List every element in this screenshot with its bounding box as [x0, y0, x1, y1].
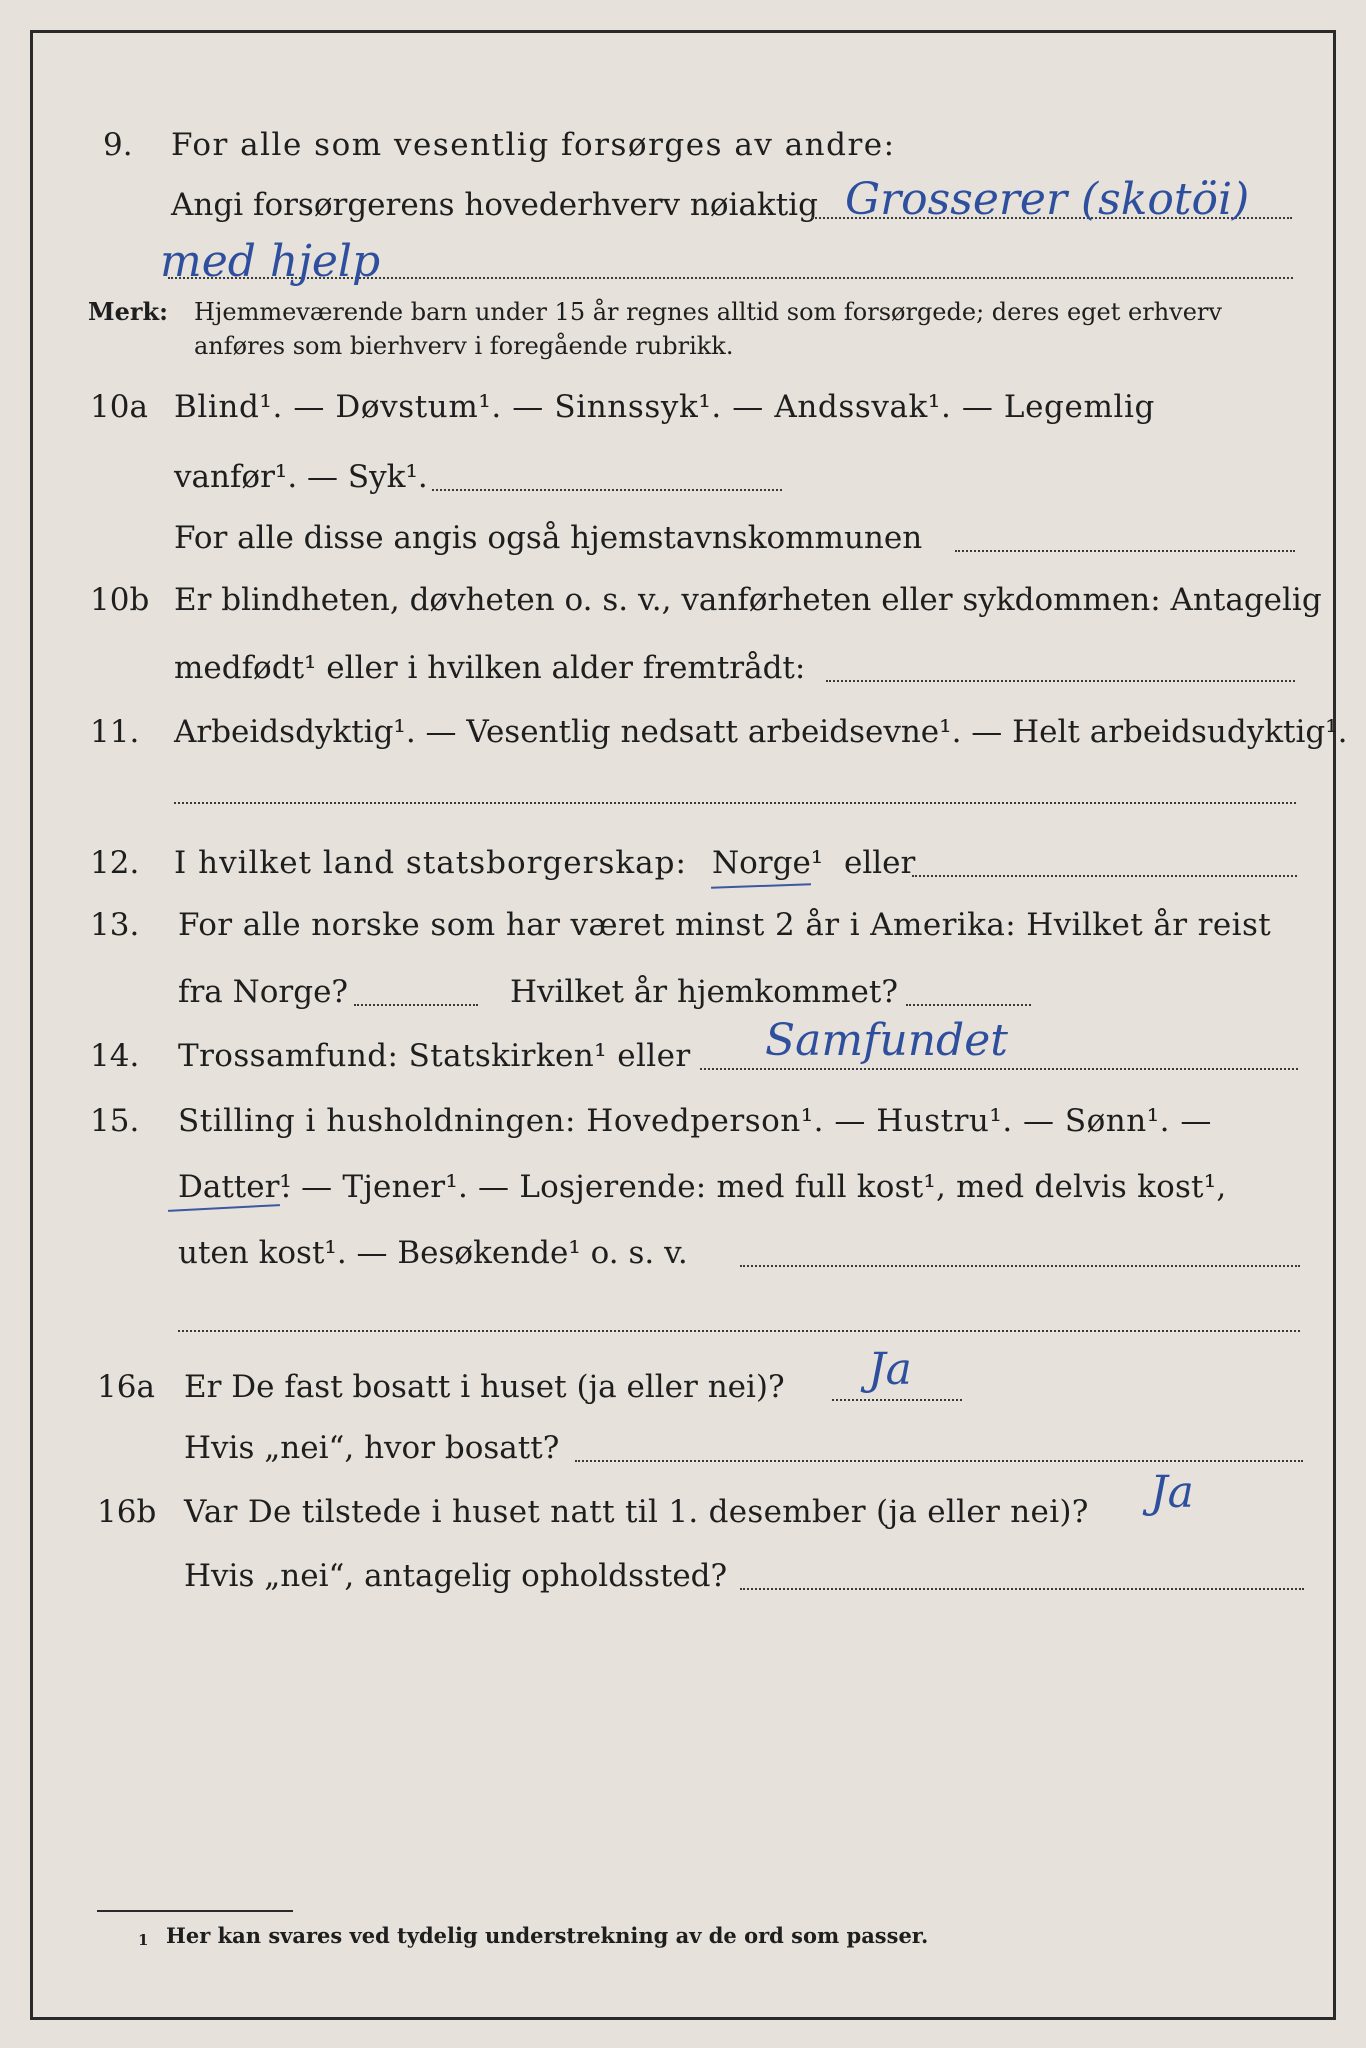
q14-answer-line — [700, 1068, 1298, 1070]
q10b-line-1 — [0, 580, 1366, 640]
footnote-rule — [97, 1910, 293, 1912]
q10a-text-2: vanfør¹. — Syk¹. — [174, 459, 428, 495]
q15-number: 15. — [90, 1103, 140, 1139]
q12-norge-underline — [711, 883, 811, 888]
q16b-text: Var De tilstede i huset natt til 1. desember (ja eller nei)? — [184, 1494, 1089, 1530]
q10a-line-1 — [0, 387, 1366, 447]
footnote-mark: 1 — [138, 1931, 149, 1949]
q10a-hometown-line — [955, 550, 1295, 552]
q13-number: 13. — [90, 907, 140, 943]
q9-number: 9. — [103, 127, 133, 163]
q10b-number: 10b — [90, 582, 150, 618]
q15-line-1 — [0, 1101, 1366, 1161]
q10a-answer-line — [432, 489, 782, 491]
q15-line-4 — [0, 1298, 1366, 1358]
q15-answer-line-2 — [178, 1330, 1300, 1332]
q15-text: Stilling i husholdningen: Hovedperson¹. — Hustru¹. — Sønn¹. — — [178, 1103, 1212, 1139]
q9-text: For alle som vesentlig forsørges av andre: — [171, 127, 896, 163]
q12-number: 12. — [90, 845, 140, 881]
q11-text: Arbeidsdyktig¹. — Vesentlig nedsatt arbeidsevne¹. — Helt arbeidsudyktig¹. — [174, 714, 1348, 750]
q14-answer-handwritten: Samfundet — [765, 1015, 1008, 1066]
q11-answer-line — [174, 802, 1296, 804]
q16a-number: 16a — [97, 1369, 155, 1405]
q16b-answer-line — [740, 1588, 1304, 1590]
q12-norge: Norge¹ — [712, 845, 824, 881]
q10b-text: Er blindheten, døvheten o. s. v., vanførheten eller sykdommen: Antagelig — [174, 582, 1322, 618]
q11-number: 11. — [90, 714, 140, 750]
q14-line-1 — [0, 1015, 1366, 1096]
q13-returned-line — [906, 1004, 1031, 1006]
q15-line-2 — [0, 1167, 1366, 1227]
q12-text: I hvilket land statsborgerskap: — [174, 845, 687, 881]
q15-answer-line — [740, 1265, 1300, 1267]
q12-eller: eller — [844, 845, 916, 881]
q14-text: Trossamfund: Statskirken¹ eller — [178, 1038, 691, 1074]
q16b-line-2 — [0, 1556, 1366, 1616]
q12-answer-line — [912, 875, 1297, 877]
q16a-line-1 — [0, 1344, 1366, 1427]
q13-left-norway: fra Norge? — [178, 974, 349, 1010]
q15-text-2: . — Tjener¹. — Losjerende: med full kost¹, med delvis kost¹, — [281, 1169, 1227, 1205]
q10a-line-3 — [0, 518, 1366, 578]
q16b-line-1 — [0, 1467, 1366, 1552]
q13-line-1 — [0, 905, 1366, 965]
q14-number: 14. — [90, 1038, 140, 1074]
q15-line-3 — [0, 1233, 1366, 1293]
merk-line-2: anføres som bierhverv i foregående rubrikk. — [194, 332, 734, 360]
q10b-text-2: medfødt¹ eller i hvilken alder fremtrådt: — [174, 650, 806, 686]
q10a-hometown-label: For alle disse angis også hjemstavnskommunen — [174, 520, 923, 556]
q13-left-line — [354, 1004, 478, 1006]
q16a-answer-line — [832, 1399, 962, 1401]
q9-answer-handwritten: Grosserer (skotöi) — [845, 174, 1250, 225]
merk-line-1: Hjemmeværende barn under 15 år regnes alltid som forsørgede; deres eget erhverv — [194, 298, 1222, 326]
q10a-text: Blind¹. — Døvstum¹. — Sinnssyk¹. — Andssvak¹. — Legemlig — [174, 389, 1155, 425]
merk-label: Merk: — [88, 297, 168, 326]
q11-line-2 — [0, 770, 1366, 830]
q16b-number: 16b — [97, 1494, 157, 1530]
q10a-line-2 — [0, 457, 1366, 517]
q16b-text-2: Hvis „nei“, antagelig opholdssted? — [184, 1558, 728, 1594]
q16b-answer-handwritten: Ja — [1150, 1467, 1194, 1518]
q12-line-1 — [0, 843, 1366, 903]
q16a-text: Er De fast bosatt i huset (ja eller nei)? — [184, 1369, 785, 1405]
q13-text: For alle norske som har været minst 2 år i Amerika: Hvilket år reist — [178, 907, 1272, 943]
q10a-number: 10a — [90, 389, 148, 425]
q16a-answer-handwritten: Ja — [868, 1344, 912, 1395]
footnote — [0, 1920, 1366, 1980]
q15-text-3: uten kost¹. — Besøkende¹ o. s. v. — [178, 1235, 688, 1271]
q13-line-2 — [0, 972, 1366, 1032]
q15-datter: Datter¹ — [178, 1169, 292, 1205]
q9-answer-handwritten-2: med hjelp — [160, 236, 381, 287]
footnote-text: Her kan svares ved tydelig understrekning av de ord som passer. — [166, 1923, 929, 1948]
q11-line-1 — [0, 712, 1366, 772]
q13-returned: Hvilket år hjemkommet? — [510, 974, 898, 1010]
merk-note — [0, 296, 1366, 360]
q9-occupation-label: Angi forsørgerens hovederhverv nøiaktig — [171, 187, 818, 223]
q16a-text-2: Hvis „nei“, hvor bosatt? — [184, 1430, 560, 1466]
q10b-answer-line — [826, 680, 1295, 682]
q10b-line-2 — [0, 648, 1366, 708]
q16a-answer-line-2 — [575, 1460, 1303, 1462]
